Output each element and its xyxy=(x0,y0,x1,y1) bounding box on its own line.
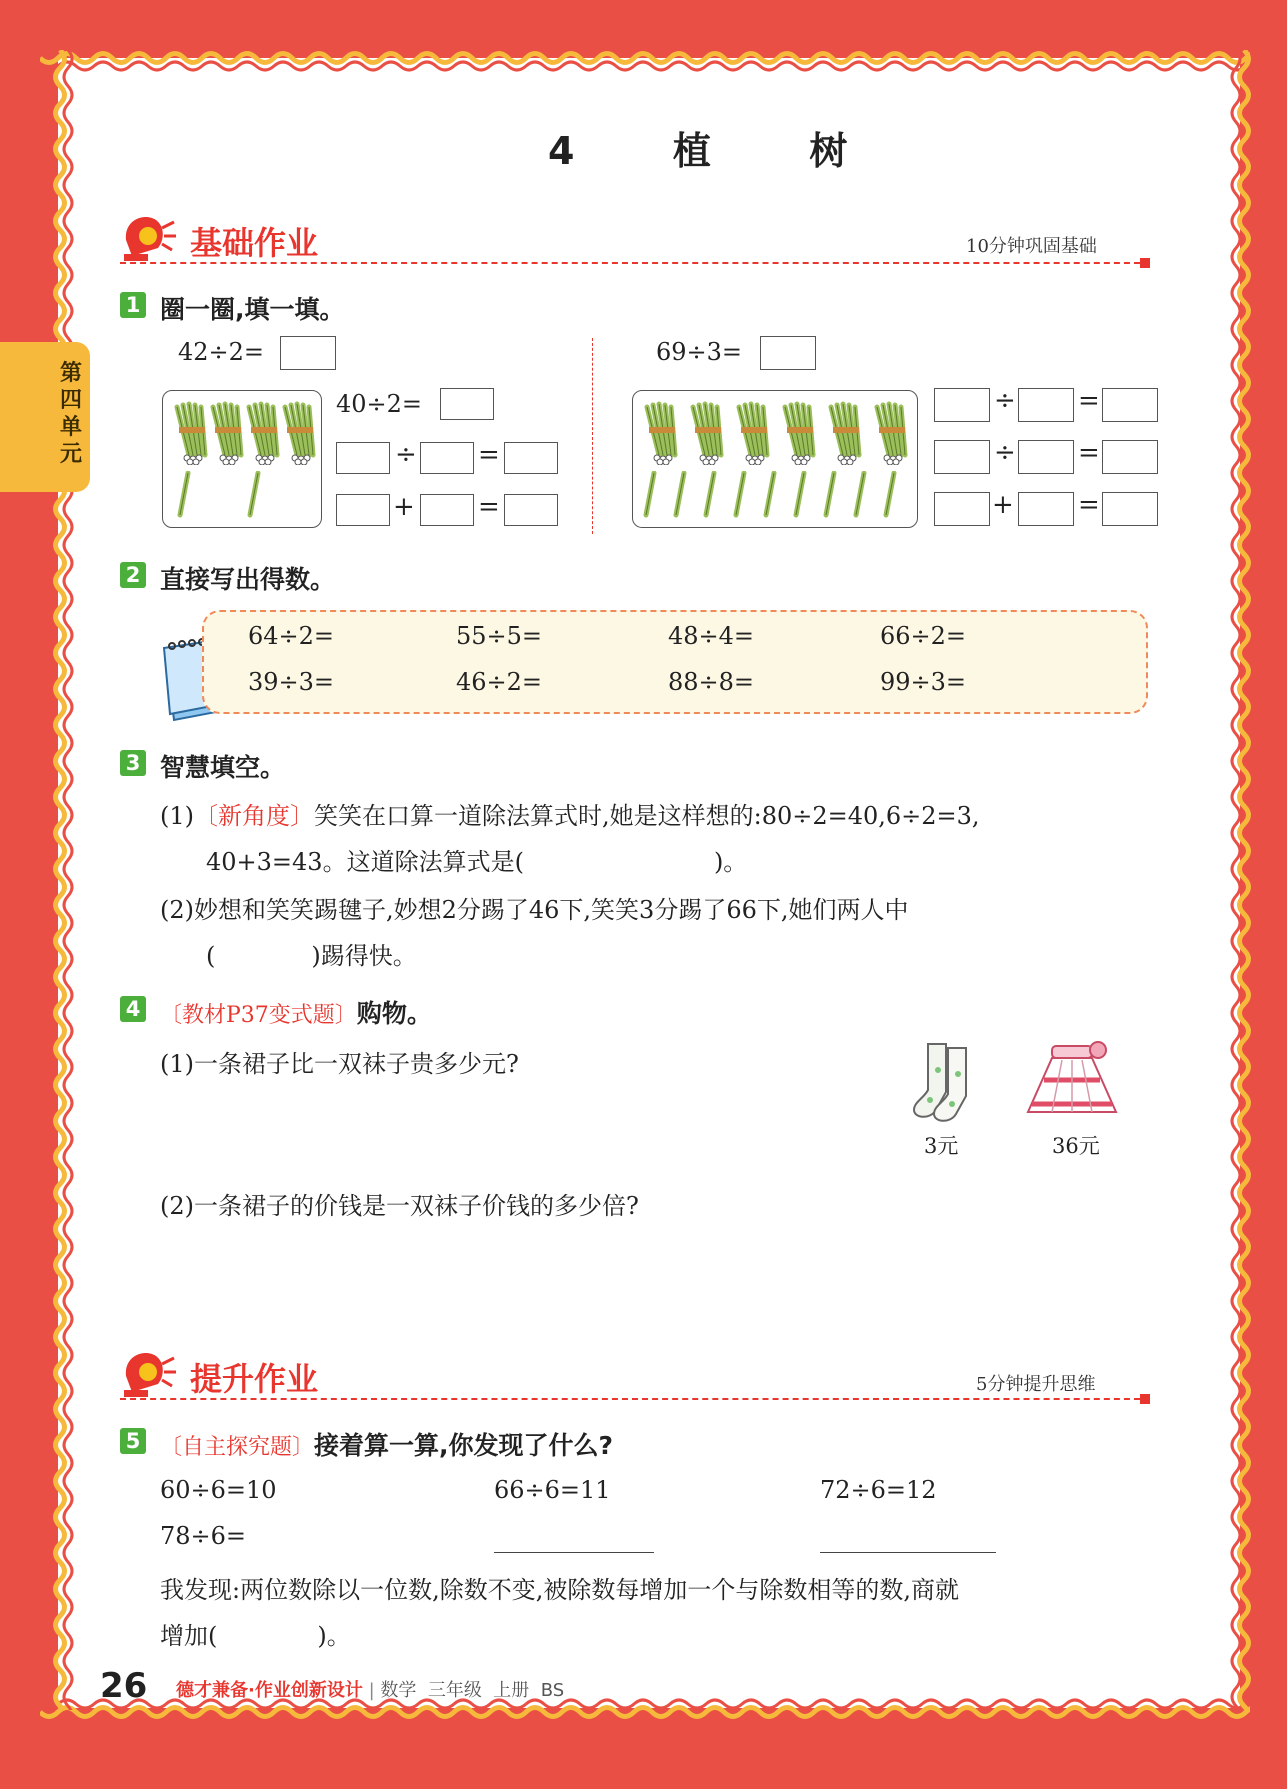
equal-sign: = xyxy=(1078,490,1100,520)
single-stick[interactable] xyxy=(823,471,837,519)
equation: 69÷3= xyxy=(656,338,743,366)
answer-line[interactable] xyxy=(494,1552,654,1553)
stick-bundle[interactable] xyxy=(779,401,817,465)
section-basic-title: 基础作业 xyxy=(190,224,319,262)
wavy-border-right xyxy=(1228,50,1262,1710)
answer-box[interactable] xyxy=(504,442,558,474)
question-title-text: 接着算一算,你发现了什么? xyxy=(314,1431,614,1460)
question-number: 4 xyxy=(120,996,146,1022)
part-text: 40+3=43。这道除法算式是( xyxy=(206,848,524,876)
equation: 78÷6= xyxy=(160,1522,247,1550)
section-advanced-title: 提升作业 xyxy=(190,1360,319,1398)
section-basic-divider xyxy=(120,262,1150,264)
section-advanced-divider xyxy=(120,1398,1150,1400)
question-number: 2 xyxy=(120,562,146,588)
answer-box[interactable] xyxy=(504,494,558,526)
part-text: 笑笑在口算一道除法算式时,她是这样想的:80÷2=40,6÷2=3, xyxy=(314,802,980,830)
answer-box[interactable] xyxy=(934,492,990,526)
tag-new-angle: 〔新角度〕 xyxy=(194,802,314,830)
unit-tab[interactable] xyxy=(0,342,90,492)
answer-box[interactable] xyxy=(1018,388,1074,422)
equal-sign: = xyxy=(1078,386,1100,416)
question-title: 直接写出得数。 xyxy=(160,565,336,594)
socks-icon xyxy=(908,1040,982,1126)
answer-box[interactable] xyxy=(280,336,336,370)
skirt-price: 36元 xyxy=(1052,1134,1100,1158)
answer-box[interactable] xyxy=(1102,388,1158,422)
stick-bundle[interactable] xyxy=(871,401,909,465)
part-text: )踢得快。 xyxy=(311,942,417,970)
question-title xyxy=(160,1426,613,1462)
answer-box[interactable] xyxy=(1102,440,1158,474)
finding-line2 xyxy=(160,1616,351,1651)
single-stick[interactable] xyxy=(763,471,777,519)
footer xyxy=(176,1676,564,1702)
answer-box[interactable] xyxy=(1102,492,1158,526)
close-paren: )。 xyxy=(317,1622,351,1650)
oral-calc-item[interactable]: 48÷4= xyxy=(668,622,755,650)
section-advanced-divider-end xyxy=(1140,1394,1150,1404)
divide-sign: ÷ xyxy=(395,440,417,470)
answer-box[interactable] xyxy=(1018,492,1074,526)
equation: 66÷6=11 xyxy=(494,1476,611,1504)
answer-box[interactable] xyxy=(420,442,474,474)
plus-sign: + xyxy=(992,490,1014,520)
wavy-border-left xyxy=(44,50,78,1710)
divide-sign: ÷ xyxy=(994,438,1016,468)
answer-line[interactable] xyxy=(820,1552,996,1553)
bell-icon xyxy=(118,1346,178,1402)
unit-tab-label: 第四单元 xyxy=(59,361,82,467)
stick-bundle[interactable] xyxy=(687,401,725,465)
oral-calc-item[interactable]: 99÷3= xyxy=(880,668,967,696)
tag-textbook: 〔教材P37变式题〕 xyxy=(160,1003,357,1028)
q3-part1-line2 xyxy=(206,842,747,877)
oral-calc-item[interactable]: 39÷3= xyxy=(248,668,335,696)
footer-info: 数学 三年级 上册 BS xyxy=(380,1680,565,1701)
answer-box[interactable] xyxy=(760,336,816,370)
stick-bundle[interactable] xyxy=(641,401,679,465)
stick-bundle[interactable] xyxy=(825,401,863,465)
wavy-border-top xyxy=(40,42,1250,76)
finding-text: 增加( xyxy=(160,1622,218,1650)
single-stick[interactable] xyxy=(177,471,191,519)
answer-box[interactable] xyxy=(420,494,474,526)
footer-brand: 德才兼备·作业创新设计 xyxy=(176,1680,363,1701)
close-paren: )。 xyxy=(713,848,748,876)
q4-part1: (1)一条裙子比一双袜子贵多少元? xyxy=(160,1050,519,1078)
equation: 60÷6=10 xyxy=(160,1476,277,1504)
answer-box[interactable] xyxy=(934,440,990,474)
oral-calc-item[interactable]: 88÷8= xyxy=(668,668,755,696)
bell-icon xyxy=(118,210,178,266)
single-stick[interactable] xyxy=(793,471,807,519)
single-stick[interactable] xyxy=(673,471,687,519)
oral-calc-item[interactable]: 46÷2= xyxy=(456,668,543,696)
oral-calc-item[interactable]: 64÷2= xyxy=(248,622,335,650)
socks-price: 3元 xyxy=(924,1134,959,1158)
answer-box[interactable] xyxy=(336,494,390,526)
section-advanced-subtitle: 5分钟提升思维 xyxy=(976,1374,1096,1395)
answer-box[interactable] xyxy=(934,388,990,422)
question-number: 3 xyxy=(120,750,146,776)
q3-part1-line1 xyxy=(160,796,980,831)
equation: 42÷2= xyxy=(178,338,265,366)
single-stick[interactable] xyxy=(853,471,867,519)
stick-bundle[interactable] xyxy=(171,401,209,465)
q3-part2-line2 xyxy=(206,936,417,971)
footer-separator: | xyxy=(368,1680,375,1701)
stick-bundle[interactable] xyxy=(243,401,281,465)
single-stick[interactable] xyxy=(643,471,657,519)
answer-box[interactable] xyxy=(440,388,494,420)
equal-sign: = xyxy=(478,440,500,470)
question-title xyxy=(160,994,432,1030)
part-label: (1) xyxy=(160,802,194,830)
single-stick[interactable] xyxy=(883,471,897,519)
q4-part2: (2)一条裙子的价钱是一双袜子价钱的多少倍? xyxy=(160,1192,639,1220)
question-title: 智慧填空。 xyxy=(160,753,286,782)
page-title: 4 植 树 xyxy=(548,129,872,173)
section-basic-subtitle: 10分钟巩固基础 xyxy=(966,236,1097,257)
stick-bundle[interactable] xyxy=(279,401,317,465)
finding-line1: 我发现:两位数除以一位数,除数不变,被除数每增加一个与除数相等的数,商就 xyxy=(160,1576,959,1604)
skirt-icon xyxy=(1022,1040,1122,1124)
column-divider xyxy=(592,338,593,534)
question-title: 圈一圈,填一填。 xyxy=(160,295,345,324)
answer-box[interactable] xyxy=(1018,440,1074,474)
question-number: 1 xyxy=(120,292,146,318)
single-stick[interactable] xyxy=(703,471,717,519)
single-stick[interactable] xyxy=(247,471,261,519)
page-number: 26 xyxy=(100,1666,148,1706)
equation: 72÷6=12 xyxy=(820,1476,937,1504)
question-number: 5 xyxy=(120,1428,146,1454)
sticks-frame-right xyxy=(632,390,918,528)
stick-bundle[interactable] xyxy=(733,401,771,465)
q3-part2-line1: (2)妙想和笑笑踢毽子,妙想2分踢了46下,笑笑3分踢了66下,她们两人中 xyxy=(160,896,909,924)
oral-calc-item[interactable]: 55÷5= xyxy=(456,622,543,650)
oral-calc-item[interactable]: 66÷2= xyxy=(880,622,967,650)
question-title-text: 购物。 xyxy=(356,999,432,1028)
open-paren: ( xyxy=(206,942,216,970)
sticks-frame-left xyxy=(162,390,322,528)
single-stick[interactable] xyxy=(733,471,747,519)
tag-explore: 〔自主探究题〕 xyxy=(160,1435,315,1460)
equation: 40÷2= xyxy=(336,390,423,418)
stick-bundle[interactable] xyxy=(207,401,245,465)
equal-sign: = xyxy=(478,492,500,522)
plus-sign: + xyxy=(393,492,415,522)
answer-box[interactable] xyxy=(336,442,390,474)
divide-sign: ÷ xyxy=(994,386,1016,416)
section-basic-divider-end xyxy=(1140,258,1150,268)
equal-sign: = xyxy=(1078,438,1100,468)
